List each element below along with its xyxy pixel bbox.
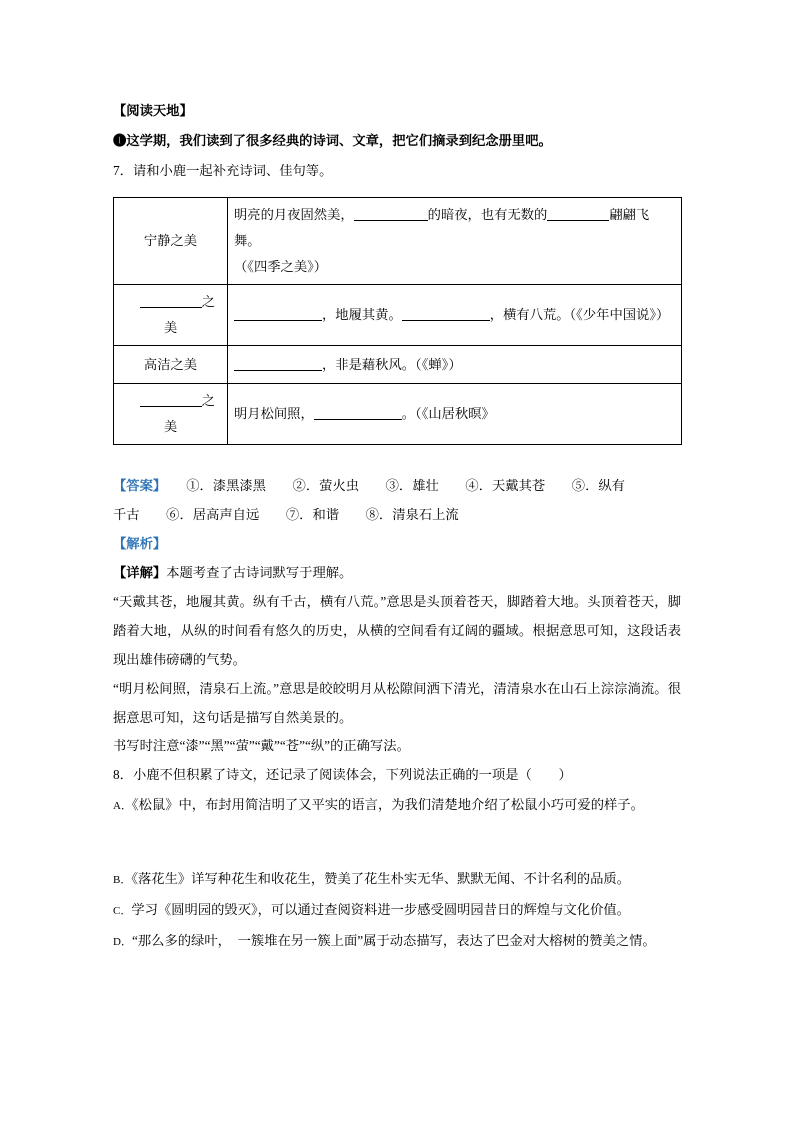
row2-blank-1[interactable] [234,320,322,321]
table-row [114,384,682,445]
option-a-text: 《松鼠》中，布封用简洁明了又平实的语言，为我们清楚地介绍了松鼠小巧可爱的样子。 [131,797,644,812]
section-heading: 【阅读天地】 [113,103,193,118]
row2-blank-2[interactable] [402,320,490,321]
analysis-label [113,529,681,558]
question-8-option-d[interactable] [113,926,681,957]
option-spacer [113,821,681,864]
category-blank-line-4: 之 [120,388,221,414]
answer-line-2: 千古 ⑥．居高声自远 ⑦．和谐 ⑧．清泉石上流 [113,507,459,522]
question-7-stem: 7．请和小鹿一起补充诗词、佳句等。 [113,163,333,178]
row4-blank-1[interactable] [314,419,402,420]
analysis-paragraph-3: 书写时注意“漆”“黑”“萤”“戴”“苍”“纵”的正确写法。 [113,738,410,753]
category-second-2: 美 [163,320,178,335]
question-8-option-b[interactable] [113,864,681,895]
category-second-4: 美 [163,419,178,434]
answer-block [113,471,681,529]
table-row [114,198,682,285]
table-cell-category-3: 高洁之美 [114,346,228,384]
table-cell-category-2 [114,285,228,346]
row1-blank-2[interactable] [547,220,609,221]
table-cell-content-3 [228,346,682,384]
row2-text-a: ，地履其黄。 [322,307,402,322]
category-blank-line-2: 之 [120,289,221,315]
row4-text-b: 。（《山居秋暝》 [401,406,495,421]
analysis-label-text: 【解析】 [113,536,167,551]
category-blank-4[interactable] [140,406,202,407]
category-stack-2 [120,289,221,341]
intro-paragraph: ❶这学期，我们读到了很多经典的诗词、文章，把它们摘录到纪念册里吧。 [113,133,552,148]
option-d-text: “那么多的绿叶， 一簇堆在另一簇上面”属于动态描写，表达了巴金对大榕树的赞美之情。 [131,933,656,948]
option-a-label: A． [113,800,132,812]
row1-text-a: 明亮的月夜固然美， [234,207,354,222]
question-8-stem: 8．小鹿不但积累了诗文，还记录了阅读体会，下列说法正确的一项是（ ） [113,767,572,782]
row1-blank-1[interactable] [354,220,428,221]
option-c-text: 学习《圆明园的毁灭》，可以通过查阅资料进一步感受圆明园昔日的辉煌与文化价值。 [131,902,630,917]
table-cell-content-2 [228,285,682,346]
category-stack-4 [120,388,221,440]
option-b-label: B． [113,874,132,886]
table-cell-content-4 [228,384,682,445]
table-row [114,285,682,346]
poem-completion-table [113,197,682,445]
analysis-paragraph-1: “天戴其苍，地履其黄。纵有千古，横有八荒。”意思是头顶着苍天，脚踏着大地。头顶着苍天，脚踏着大地，从纵的时间看有悠久的历史，从横的空间看有辽阔的疆域。根据意思可知，这段话表现出雄伟磅礴的气势。 [113,594,681,667]
option-d-label: D． [113,936,132,948]
row2-text-b: ，横有八荒。（《少年中国说》） [489,307,670,322]
answer-line-1 [113,471,681,500]
analysis-paragraph-2: “明月松间照，清泉石上流。”意思是皎皎明月从松隙间洒下清光，清清泉水在山石上淙淙淌流。很据意思可知，这句话是描写自然美景的。 [113,681,681,725]
table-cell-content-1 [228,198,682,285]
row4-text-a: 明月松间照， [234,406,314,421]
detail-intro-text: 本题考查了古诗词默写于理解。 [166,565,353,580]
answer-line-1-text: ①．漆黑漆黑 ②．萤火虫 ③．雄壮 ④．天戴其苍 ⑤．纵有 [186,478,625,493]
option-c-label: C． [113,905,132,917]
detail-intro-line [113,558,681,587]
detail-label: 【详解】 [113,565,167,580]
table-cell-category-4 [114,384,228,445]
question-8-option-c[interactable] [113,895,681,926]
row1-text-c: 翩翩飞舞。 [234,207,650,248]
document-content [113,96,681,957]
row1-text-b: 的暗夜，也有无数的 [427,207,548,222]
answer-label: 【答案】 [113,478,167,493]
option-b-text: 《落花生》详写种花生和收花生，赞美了花生朴实无华、默默无闻、不计名利的品质。 [131,871,630,886]
table-row [114,346,682,384]
question-8-option-a[interactable] [113,790,681,821]
row1-source: （《四季之美》） [234,259,328,274]
category-blank-2[interactable] [140,307,202,308]
row3-blank-1[interactable] [234,370,322,371]
row3-text-a: ，非是藉秋风。（《蝉》） [322,356,462,372]
table-cell-category-1: 宁静之美 [114,198,228,285]
